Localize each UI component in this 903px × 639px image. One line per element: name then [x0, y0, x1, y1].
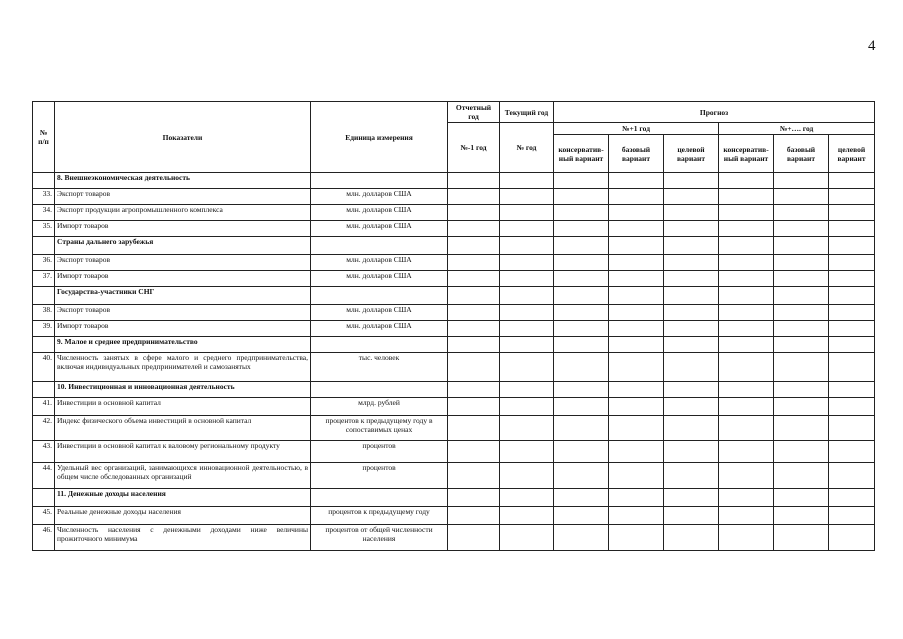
indicator-name: Инвестиции в основной капитал к валовому региональному продукту	[55, 441, 311, 463]
table-row	[33, 305, 875, 321]
row-number: 37.	[33, 271, 55, 287]
section-title: 8. Внешнеэкономическая деятельность	[55, 173, 311, 189]
table-row	[33, 189, 875, 205]
header-base: базовый вариант	[609, 135, 664, 173]
indicator-name: Индекс физического объема инвестиций в основной капитал	[55, 416, 311, 441]
unit-cell: процентов	[311, 441, 448, 463]
row-number: 41.	[33, 398, 55, 416]
header-target: целевой вариант	[829, 135, 875, 173]
unit-cell: млн. долларов США	[311, 189, 448, 205]
indicator-name: Импорт товаров	[55, 221, 311, 237]
row-number: 43.	[33, 441, 55, 463]
section-row	[33, 287, 875, 305]
row-number: 44.	[33, 463, 55, 489]
indicator-name: Экспорт товаров	[55, 305, 311, 321]
table-row	[33, 321, 875, 337]
indicator-name: Экспорт товаров	[55, 255, 311, 271]
row-number: 39.	[33, 321, 55, 337]
header-unit: Единица измерения	[311, 102, 448, 173]
indicator-name: Реальные денежные доходы населения	[55, 507, 311, 525]
unit-cell: млн. долларов США	[311, 205, 448, 221]
indicator-name: Инвестиции в основной капитал	[55, 398, 311, 416]
header-n-plus-1: №+1 год	[554, 123, 719, 135]
table-row	[33, 441, 875, 463]
section-title: 11. Денежные доходы населения	[55, 489, 311, 507]
table-row	[33, 463, 875, 489]
unit-cell: процентов к предыдущему году в сопоставимых ценах	[311, 416, 448, 441]
indicator-name: Экспорт продукции агропромышленного комплекса	[55, 205, 311, 221]
indicator-name: Импорт товаров	[55, 321, 311, 337]
row-number: 34.	[33, 205, 55, 221]
section-row	[33, 489, 875, 507]
unit-cell: млн. долларов США	[311, 305, 448, 321]
table-row	[33, 416, 875, 441]
section-row	[33, 337, 875, 353]
row-number: 35.	[33, 221, 55, 237]
header-current-year: Текущий год	[500, 102, 554, 123]
table-row	[33, 255, 875, 271]
section-title: 10. Инвестиционная и инновационная деятельность	[55, 382, 311, 398]
table-row	[33, 271, 875, 287]
indicator-name: Численность населения с денежными доходами ниже величины прожиточного минимума	[55, 525, 311, 551]
unit-cell: млн. долларов США	[311, 271, 448, 287]
section-row	[33, 237, 875, 255]
header-reporting-year: Отчетный год	[448, 102, 500, 123]
row-number: 42.	[33, 416, 55, 441]
page-number: 4	[868, 38, 876, 54]
section-title: 9. Малое и среднее предпринимательство	[55, 337, 311, 353]
indicator-name: Численность занятых в сфере малого и среднего предпринимательства, включая индивидуальных предпринимателей и самозанятых	[55, 353, 311, 382]
unit-cell: процентов от общей численности населения	[311, 525, 448, 551]
row-number: 46.	[33, 525, 55, 551]
header-base: базовый вариант	[774, 135, 829, 173]
forecast-table	[32, 101, 875, 551]
table-row	[33, 525, 875, 551]
unit-cell: млн. долларов США	[311, 255, 448, 271]
header-conservative: консерватив-ный вариант	[719, 135, 774, 173]
table-row	[33, 205, 875, 221]
unit-cell: млн. долларов США	[311, 321, 448, 337]
row-number: 36.	[33, 255, 55, 271]
indicator-name: Удельный вес организаций, занимающихся инновационной деятельностью, в общем числе обследованных организаций	[55, 463, 311, 489]
header-forecast: Прогноз	[554, 102, 875, 123]
section-row	[33, 382, 875, 398]
row-number: 40.	[33, 353, 55, 382]
indicator-name: Импорт товаров	[55, 271, 311, 287]
unit-cell: процентов	[311, 463, 448, 489]
table-row	[33, 507, 875, 525]
unit-cell: тыс. человек	[311, 353, 448, 382]
header-target: целевой вариант	[664, 135, 719, 173]
row-number: 38.	[33, 305, 55, 321]
table-row	[33, 398, 875, 416]
header-num: № п/п	[33, 102, 55, 173]
indicator-name: Экспорт товаров	[55, 189, 311, 205]
unit-cell: млрд. рублей	[311, 398, 448, 416]
header-conservative: консерватив-ный вариант	[554, 135, 609, 173]
header-indicators: Показатели	[55, 102, 311, 173]
unit-cell: млн. долларов США	[311, 221, 448, 237]
unit-cell: процентов к предыдущему году	[311, 507, 448, 525]
header-n-year: № год	[500, 123, 554, 173]
header-n-minus-1: №-1 год	[448, 123, 500, 173]
header-n-plus-dots: №+…. год	[719, 123, 875, 135]
table-row	[33, 353, 875, 382]
row-number: 45.	[33, 507, 55, 525]
section-title: Государства-участники СНГ	[55, 287, 311, 305]
row-number: 33.	[33, 189, 55, 205]
section-row	[33, 173, 875, 189]
section-title: Страны дальнего зарубежья	[55, 237, 311, 255]
table-row	[33, 221, 875, 237]
